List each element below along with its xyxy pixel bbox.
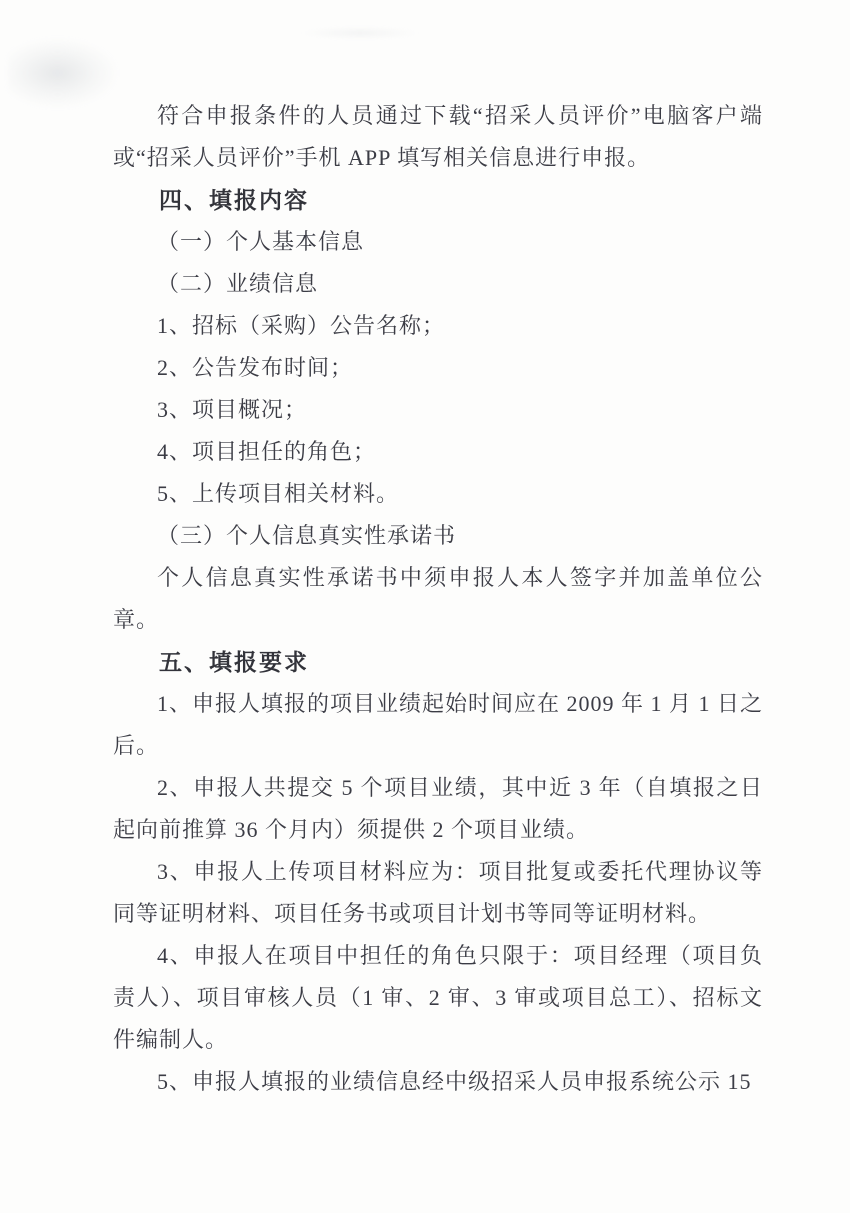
body-paragraph: 2、公告发布时间；	[157, 355, 354, 380]
body-paragraph: （三）个人信息真实性承诺书	[157, 523, 457, 548]
body-paragraph: （一）个人基本信息	[157, 229, 365, 254]
document-body	[113, 95, 763, 1103]
section-heading: 五、填报要求	[159, 649, 309, 675]
body-paragraph: （二）业绩信息	[157, 271, 319, 296]
body-paragraph: 4、项目担任的角色；	[157, 439, 377, 464]
body-paragraph: 2、申报人共提交 5 个项目业绩，其中近 3 年（自填报之日起向前推算 36 个月内）须提供 2 个项目业绩。	[113, 775, 763, 842]
body-paragraph: 3、申报人上传项目材料应为：项目批复或委托代理协议等同等证明材料、项目任务书或项目计划书等同等证明材料。	[113, 859, 763, 926]
body-paragraph: 1、申报人填报的项目业绩起始时间应在 2009 年 1 月 1 日之后。	[113, 691, 764, 758]
body-paragraph: 3、项目概况；	[157, 397, 308, 422]
body-paragraph: 5、申报人填报的业绩信息经中级招采人员申报系统公示 15	[157, 1069, 752, 1094]
body-paragraph: 5、上传项目相关材料。	[157, 481, 400, 506]
body-paragraph: 个人信息真实性承诺书中须申报人本人签字并加盖单位公章。	[113, 565, 763, 632]
body-paragraph: 1、招标（采购）公告名称；	[157, 313, 446, 338]
body-paragraph: 符合申报条件的人员通过下载“招采人员评价”电脑客户端或“招采人员评价”手机 APP 填写相关信息进行申报。	[113, 103, 763, 170]
scan-artifact-smudge	[8, 38, 118, 108]
body-paragraph: 4、申报人在项目中担任的角色只限于：项目经理（项目负责人）、项目审核人员（1 审、2 审、3 审或项目总工）、招标文件编制人。	[113, 943, 763, 1052]
section-heading: 四、填报内容	[159, 187, 309, 213]
scan-artifact-noise	[300, 26, 420, 40]
